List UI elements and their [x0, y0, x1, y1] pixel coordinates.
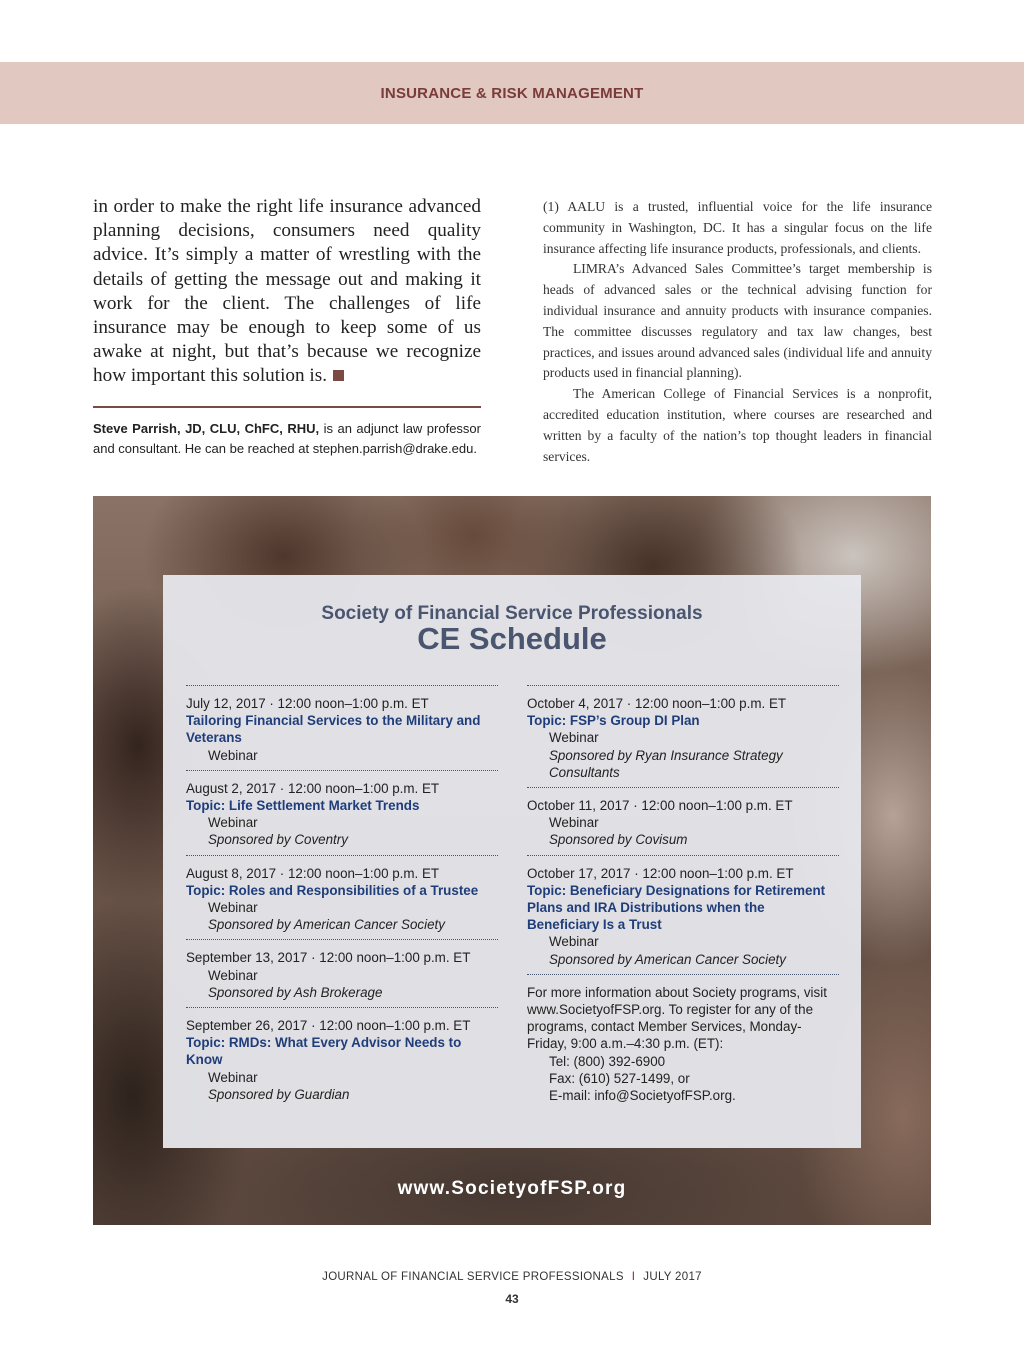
event-date: October 4, 2017 · 12:00 noon–1:00 p.m. ET [527, 696, 787, 711]
end-of-article-mark-icon [333, 370, 344, 381]
event-sponsor: Sponsored by American Cancer Society [208, 917, 445, 933]
article-left-column [93, 195, 481, 460]
divider [93, 406, 481, 408]
event-sponsor: Sponsored by Guardian [208, 1086, 350, 1102]
schedule-event [186, 770, 498, 855]
event-topic: Tailoring Financial Services to the Military and Veterans [186, 713, 481, 746]
event-format: Webinar [208, 747, 258, 763]
schedule-event [527, 685, 839, 787]
event-date: September 13, 2017 · 12:00 noon–1:00 p.m. ET [186, 950, 471, 966]
event-format: Webinar [549, 934, 599, 950]
contact-info [527, 974, 839, 1110]
society-website-link[interactable]: www.SocietyofFSP.org [397, 1178, 627, 1199]
note-paragraph: The American College of Financial Services is a nonprofit, accredited education institution, where courses are researched and written by a faculty of the nation’s top thought leaders in financial services. [543, 386, 932, 464]
contact-email: E-mail: info@SocietyofFSP.org. [549, 1088, 736, 1104]
journal-name: JOURNAL OF FINANCIAL SERVICE PROFESSIONALS [322, 1271, 624, 1283]
ce-schedule-advertisement [93, 496, 931, 1225]
event-sponsor: Sponsored by Ryan Insurance Strategy Consultants [549, 747, 783, 780]
contact-phone: Tel: (800) 392-6900 [549, 1053, 666, 1069]
author-bio-text: is an adjunct law professor and consultant. He can be reached at stephen.parrish@drake.edu. [93, 420, 481, 457]
event-date: August 2, 2017 · 12:00 noon–1:00 p.m. ET [186, 780, 440, 796]
note-paragraph: (1) AALU is a trusted, influential voice for the life insurance community in Washington, DC. It has a singular focus on the life insurance affecting life insurance products, professionals, and clients. [543, 199, 932, 256]
event-sponsor: Sponsored by American Cancer Society [549, 951, 786, 967]
event-topic: Topic: Roles and Responsibilities of a Trustee [186, 882, 479, 898]
author-bio [93, 419, 481, 460]
schedule-event [527, 787, 839, 855]
event-topic: Topic: Life Settlement Market Trends [186, 798, 420, 814]
schedule-event [186, 855, 498, 940]
event-format: Webinar [549, 730, 599, 746]
page-number: 43 [505, 1292, 519, 1306]
event-sponsor: Sponsored by Covisum [549, 832, 688, 848]
event-sponsor: Sponsored by Ash Brokerage [208, 984, 383, 1000]
section-title: INSURANCE & RISK MANAGEMENT [380, 84, 644, 102]
event-sponsor: Sponsored by Coventry [208, 832, 348, 848]
schedule-event [186, 1007, 498, 1109]
article-right-column [543, 197, 932, 467]
note-paragraph: LIMRA’s Advanced Sales Committee’s target membership is heads of advanced sales or the technical advising function for individual insurance and annuity products with insurance companies. The committee discusses regulatory and tax law changes, best practices, and issues around advanced sales (individual life and annuity products used in financial planning). [543, 261, 932, 381]
closing-paragraph [93, 195, 481, 389]
event-topic: Topic: Beneficiary Designations for Retirement Plans and IRA Distributions when the Beneficiary Is a Trust [527, 882, 826, 933]
schedule-event [527, 855, 839, 974]
closing-paragraph-text: in order to make the right life insurance advanced planning decisions, consumers need quality advice. It’s simply a matter of wrestling with the details of getting the message out and making it work for the client. The challenges of life insurance may be enough to keep some of us awake at night, but that’s because we recognize how important this solution is. [93, 196, 481, 387]
event-date: July 12, 2017 · 12:00 noon–1:00 p.m. ET [186, 696, 429, 711]
event-format: Webinar [208, 1069, 258, 1085]
event-format: Webinar [208, 967, 258, 983]
event-format: Webinar [208, 900, 258, 916]
contact-info-text: For more information about Society programs, visit www.SocietyofFSP.org. To register for any of the programs, contact Member Services, Monday-Friday, 9:00 a.m.–4:30 p.m. (ET): [527, 984, 827, 1052]
event-date: October 17, 2017 · 12:00 noon–1:00 p.m. ET [527, 865, 794, 881]
schedule-event [186, 685, 498, 770]
event-format: Webinar [208, 815, 258, 831]
footer-separator: I [631, 1271, 636, 1283]
schedule-panel [163, 575, 861, 1148]
schedule-title: CE Schedule [417, 621, 607, 656]
schedule-column-right [527, 685, 839, 1110]
event-date: August 8, 2017 · 12:00 noon–1:00 p.m. ET [186, 865, 440, 881]
event-format: Webinar [549, 815, 599, 831]
schedule-column-left [186, 685, 498, 1109]
event-date: September 26, 2017 · 12:00 noon–1:00 p.m. ET [186, 1018, 471, 1034]
section-header-band [0, 62, 1024, 124]
contact-fax: Fax: (610) 527-1499, or [549, 1070, 690, 1086]
event-topic: Topic: RMDs: What Every Advisor Needs to Know [186, 1035, 462, 1068]
author-name: Steve Parrish, JD, CLU, ChFC, RHU, [93, 420, 320, 436]
schedule-event [186, 939, 498, 1007]
issue-date: JULY 2017 [643, 1271, 702, 1283]
page-footer [0, 1271, 1024, 1283]
event-topic: Topic: FSP’s Group DI Plan [527, 713, 700, 729]
org-name: Society of Financial Service Professionals [321, 603, 703, 624]
event-date: October 11, 2017 · 12:00 noon–1:00 p.m. ET [527, 798, 793, 814]
